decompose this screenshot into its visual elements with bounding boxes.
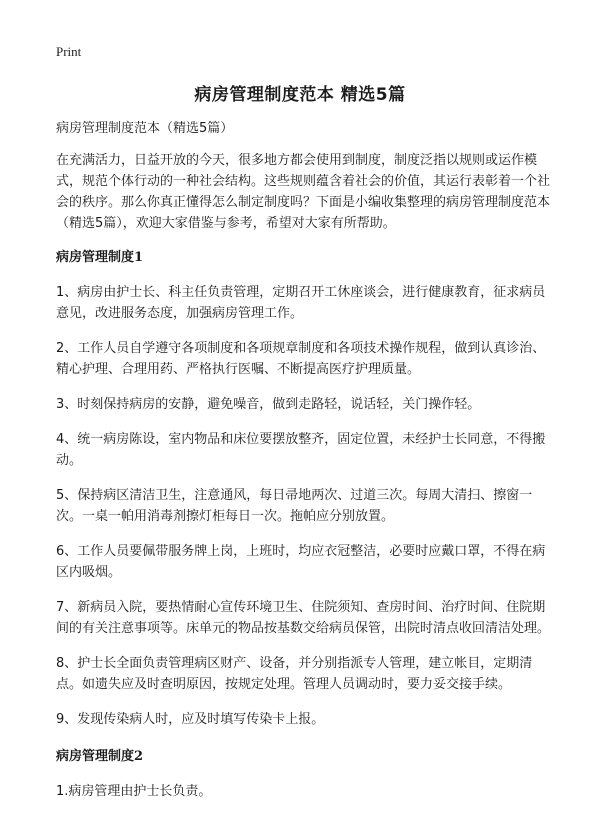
document-subtitle: 病房管理制度范本（精选5篇）: [56, 121, 234, 136]
document-body: [56, 118, 550, 816]
section-heading-1: 病房管理制度1: [56, 250, 144, 265]
list-item: 9、发现传染病人时，应及时填写传染卡上报。: [56, 712, 325, 727]
list-item: 2、工作人员自学遵守各项制度和各项规章制度和各项技术操作规程，做到认真诊治、精心护理、合理用药、严格执行医嘱、不断提高医疗护理质量。: [56, 341, 546, 377]
list-item: 1、病房由护士长、科主任负责管理，定期召开工休座谈会，进行健康教育，征求病员意见，改进服务态度，加强病房管理工作。: [56, 285, 546, 321]
list-item: 4、统一病房陈设，室内物品和床位要摆放整齐，固定位置，未经护士长同意，不得搬动。: [56, 432, 546, 468]
list-item: 3、时刻保持病房的安静，避免噪音，做到走路轻，说话轻，关门操作轻。: [56, 397, 481, 412]
list-item: 5、保持病区清洁卫生，注意通风，每日帚地两次、过道三次。每周大清扫、擦窗一次。一桌一帕用消毒剂擦灯柜每日一次。拖帕应分别放置。: [56, 488, 533, 524]
list-item: 8、护士长全面负责管理病区财产、设备，并分别指派专人管理，建立帐目，定期清点。如遗失应及时查明原因，按规定处理。管理人员调动时，要力妥交接手续。: [56, 656, 533, 692]
list-item: 6、工作人员要佩带服务牌上岗，上班时，均应衣冠整洁，必要时应戴口罩，不得在病区内吸烟。: [56, 544, 546, 580]
print-label: Print: [56, 44, 82, 59]
document-title: 病房管理制度范本 精选5篇: [194, 85, 406, 105]
intro-paragraph: 在充满活力，日益开放的今天，很多地方都会使用到制度，制度泛指以规则或运作模式，规范个体行动的一种社会结构。这些规则蕴含着社会的价值，其运行表彰着一个社会的秩序。那么你真正懂得怎么制定制度吗？下面是小编收集整理的病房管理制度范本（精选5篇），欢迎大家借鉴与参考，希望对大家有所帮助。: [56, 153, 551, 231]
list-item: 7、新病员入院，要热情耐心宣传环境卫生、住院须知、查房时间、治疗时间、住院期间的有关注意事项等。床单元的物品按基数交给病员保管，出院时清点收回清洁处理。: [56, 600, 551, 636]
section-heading-2: 病房管理制度2: [56, 749, 144, 764]
list-item: 1.病房管理由护士长负责。: [56, 784, 212, 799]
